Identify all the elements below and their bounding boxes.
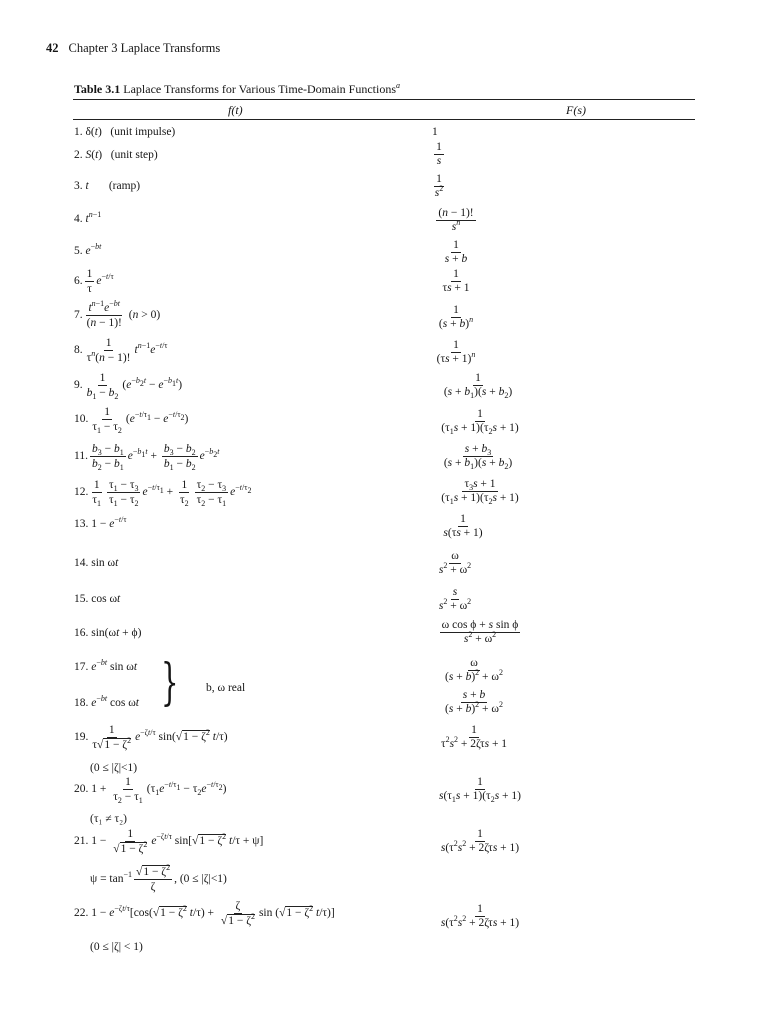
row-number: 14. bbox=[74, 557, 89, 569]
row-15-time: 15. cos ωt bbox=[74, 593, 121, 605]
row-number: 12. bbox=[74, 486, 89, 499]
row-6-time: 6. $\frac{1}{\tau}$ $e^{-t/\tau}$ bbox=[74, 268, 114, 296]
row-21-laplace: 1 $s(\tau^2s^2 + 2\zeta\tau s + 1)$ bbox=[440, 828, 520, 854]
row-number: 21. bbox=[74, 835, 89, 848]
row-8-time: 8. $\frac{1}{\tau^n(n - 1)!}$ $t^{n-1}e^{-t/\tau}$ bbox=[74, 337, 168, 365]
row-15-laplace: s $s^2 + \omega^2$ bbox=[438, 586, 472, 612]
row-17-laplace: ω $(s + b)^2 + \omega^2$ bbox=[445, 657, 503, 683]
row-number: 22. bbox=[74, 907, 89, 920]
real-note: b, ω real bbox=[206, 682, 246, 694]
row-6-laplace: 1 τs + 1 bbox=[442, 268, 470, 294]
row-17-time: 17. $e^{-bt}$ sin ωt bbox=[74, 658, 138, 673]
chapter-title: Chapter 3 Laplace Transforms bbox=[68, 41, 221, 55]
row-1-time: 1. δ(t) (unit impulse) bbox=[74, 126, 176, 138]
row-number: 5. bbox=[74, 245, 83, 257]
row-10-time: 10. $\frac{1}{\tau_1 - \tau_2}$ $(e^{-t/\tau_1} - e^{-t/\tau_2})$ bbox=[74, 406, 189, 436]
table-header-rule bbox=[73, 119, 695, 120]
column-header-time: f(t) bbox=[228, 103, 243, 117]
right-brace-icon: } bbox=[161, 653, 179, 711]
row-13-time: 13. $1 - e^{-t/\tau}$ bbox=[74, 515, 127, 530]
page-number: 42 bbox=[46, 41, 59, 55]
row-7-time: 7. $\frac{t^{n-1}e^{-bt}}{(n - 1)!}$ (n > 0) bbox=[74, 299, 161, 330]
row-22-laplace: 1 $s(\tau^2s^2 + 2\zeta\tau s + 1)$ bbox=[440, 903, 520, 929]
row-20-condition: (τ₁ ≠ τ₂) bbox=[90, 813, 127, 825]
footnote-mark: a bbox=[396, 81, 401, 90]
row-label: (unit step) bbox=[110, 149, 158, 161]
row-18-time: 18. $e^{-bt}$ cos ωt bbox=[74, 694, 139, 709]
row-9-time: 9. $\frac{1}{b_1 - b_2}$ $(e^{-b_2t} - e^{-b_1t})$ bbox=[74, 372, 183, 402]
row-number: 17. bbox=[74, 661, 89, 673]
row-label: (unit impulse) bbox=[110, 126, 176, 138]
row-14-time: 14. sin ωt bbox=[74, 557, 119, 569]
column-header-laplace: F(s) bbox=[566, 103, 586, 117]
row-number: 2. bbox=[74, 149, 83, 161]
table-top-rule bbox=[73, 99, 695, 100]
table-title: Laplace Transforms for Various Time-Domain Functions bbox=[123, 82, 397, 96]
row-number: 3. bbox=[74, 180, 83, 192]
row-9-laplace: 1 $(s + b_1)(s + b_2)$ bbox=[443, 372, 513, 400]
row-number: 15. bbox=[74, 593, 89, 605]
row-16-time: 16. sin(ωt + ϕ) bbox=[74, 627, 142, 639]
page-header bbox=[46, 41, 220, 56]
row-18-laplace: s + b $(s + b)^2 + \omega^2$ bbox=[445, 689, 503, 715]
row-21-time: 21. 1 − $\frac{1}{√1 - \zeta^2}$ $e^{-\zeta t/\tau}$ $\sin[√1 - \zeta^2$ t/τ + ψ] bbox=[74, 828, 264, 856]
row-2-time: 2. S(t) (unit step) bbox=[74, 149, 158, 161]
row-number: 1. bbox=[74, 126, 83, 138]
row-12-laplace: $\tau_3s + 1$ $(\tau_1s + 1)(\tau_2s + 1)$ bbox=[441, 478, 519, 506]
row-number: 16. bbox=[74, 627, 89, 639]
row-number: 20. bbox=[74, 783, 89, 796]
row-number: 4. bbox=[74, 213, 83, 225]
row-12-time: 12. $\frac{1}{\tau_1}$ $\frac{\tau_1 - \tau_3}{\tau_1 - \tau_2}$ $e^{-t/\tau_1}$ + $\frac{1}{\tau_2}$ $\frac{\tau_2 - \tau_3}{\tau_2 - \tau_1}$ $e^{-t/\tau_2}$ bbox=[74, 479, 252, 509]
row-3-laplace: 1 $s^2$ bbox=[434, 173, 444, 199]
row-21-psi: $\psi = \tan^{-1}$ $\frac{√1 - \zeta^2}{\zeta}$ , (0 ≤ |ζ|<1) bbox=[90, 863, 227, 894]
row-8-laplace: 1 $(\tau s + 1)^n$ bbox=[436, 339, 476, 365]
row-16-laplace: ω cos ϕ + s sin ϕ $s^2 + \omega^2$ bbox=[441, 619, 519, 645]
row-22-time: 22. $1 - e^{-\zeta t/\tau}[\cos(√1 - \zeta^2$ t/τ) + $\frac{\zeta}{√1 - \zeta^2}$ $\sin (√1 - \zeta^2$ t/τ)] bbox=[74, 900, 335, 928]
row-11-laplace: $s + b_3$ $(s + b_1)(s + b_2)$ bbox=[443, 443, 513, 471]
row-number: 11. bbox=[74, 450, 88, 463]
row-20-laplace: 1 $s(\tau_1s + 1)(\tau_2s + 1)$ bbox=[438, 776, 521, 804]
table-label: Table 3.1 bbox=[74, 82, 121, 96]
row-11-time: 11. $\frac{b_3 - b_1}{b_2 - b_1}$ $e^{-b_1t}$ + $\frac{b_3 - b_2}{b_1 - b_2}$ $e^{-b_2t}$ bbox=[74, 443, 220, 473]
row-number: 6. bbox=[74, 275, 83, 288]
row-number: 7. bbox=[74, 309, 83, 322]
row-19-time: 19. $\frac{1}{\tau√1 - \zeta^2}$ $e^{-\zeta t/\tau}$ $\sin(√1 - \zeta^2$ t/τ) bbox=[74, 724, 228, 752]
row-2-laplace: 1 s bbox=[436, 141, 442, 167]
row-number: 13. bbox=[74, 518, 89, 530]
row-4-laplace: (n − 1)! $s^n$ bbox=[438, 207, 474, 233]
row-22-condition: (0 ≤ |ζ| < 1) bbox=[90, 941, 143, 953]
row-1-laplace: 1 bbox=[432, 126, 438, 138]
row-label: (ramp) bbox=[108, 180, 141, 192]
row-5-time: 5. $e^{-bt}$ bbox=[74, 242, 102, 257]
table-caption bbox=[74, 82, 400, 97]
row-19-laplace: 1 $\tau^2s^2 + 2\zeta\tau s + 1$ bbox=[440, 724, 508, 750]
row-number: 8. bbox=[74, 344, 83, 357]
row-3-time: 3. t (ramp) bbox=[74, 180, 141, 192]
row-number: 9. bbox=[74, 379, 83, 392]
row-7-laplace: 1 $(s + b)^n$ bbox=[438, 304, 474, 330]
row-13-laplace: 1 s(τs + 1) bbox=[443, 513, 483, 539]
row-number: 10. bbox=[74, 413, 89, 426]
row-19-condition: (0 ≤ |ζ|<1) bbox=[90, 762, 138, 774]
row-10-laplace: 1 $(\tau_1s + 1)(\tau_2s + 1)$ bbox=[441, 408, 519, 436]
row-14-laplace: ω $s^2 + \omega^2$ bbox=[438, 550, 472, 576]
row-21-condition: , (0 ≤ |ζ|<1) bbox=[174, 873, 227, 886]
row-5-laplace: 1 s + b bbox=[444, 239, 468, 265]
row-number: 18. bbox=[74, 697, 89, 709]
row-number: 19. bbox=[74, 731, 89, 744]
row-4-time: 4. $t^{n-1}$ bbox=[74, 210, 102, 225]
row-20-time: 20. 1 + $\frac{1}{\tau_2 - \tau_1}$ $(\tau_1e^{-t/\tau_1} - \tau_2e^{-t/\tau_2})$ bbox=[74, 776, 227, 806]
